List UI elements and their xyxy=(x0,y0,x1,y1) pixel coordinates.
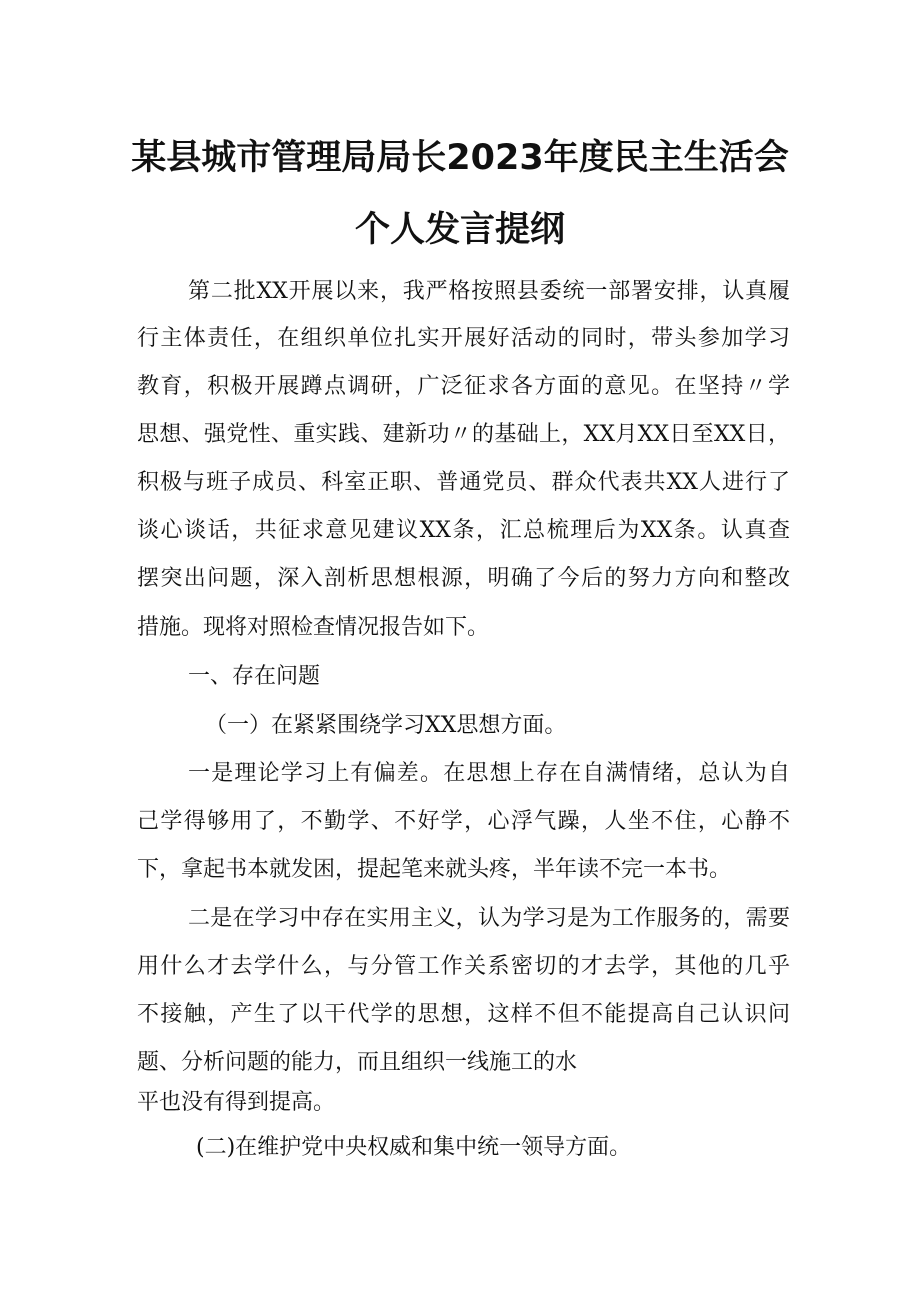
paragraph-3-line-4: 题、分析问题的能力，而且组织一线施工的水 xyxy=(137,1050,578,1075)
paragraph-3-line-3: 不接触，产生了以干代学的思想，这样不但不能提高自己认识问 xyxy=(137,1002,790,1027)
paragraph-1-line-2: 行主体责任，在组织单位扎实开展好活动的同时，带头参加学习 xyxy=(137,326,790,351)
document-title-line-1: 某县城市管理局局长2023年度民主生活会 xyxy=(131,138,789,178)
paragraph-2-line-1: 一是理论学习上有偏差。在思想上存在自满情绪，总认为自 xyxy=(188,761,790,786)
paragraph-3-line-2: 用什么才去学什么，与分管工作关系密切的才去学，其他的几乎 xyxy=(137,954,790,979)
paragraph-3-line-5: 平也没有得到提高。 xyxy=(137,1090,336,1115)
section-heading-problems: 一、存在问题 xyxy=(188,664,321,689)
paragraph-1-line-4: 思想、强党性、重实践、建新功〃的基础上，XX月XX日至XX日， xyxy=(137,422,790,447)
paragraph-1-line-7: 摆突出问题，深入剖析思想根源，明确了今后的努力方向和整改 xyxy=(137,566,790,591)
subsection-heading-1: （一）在紧紧围绕学习XX思想方面。 xyxy=(205,713,567,738)
paragraph-1-line-8: 措施。现将对照检查情况报告如下。 xyxy=(137,615,490,640)
paragraph-1-line-6: 谈心谈话，共征求意见建议XX条，汇总梳理后为XX条。认真查 xyxy=(137,518,790,543)
paragraph-1-line-5: 积极与班子成员、科室正职、普通党员、群众代表共XX人进行了 xyxy=(137,470,790,495)
paragraph-2-line-2: 己学得够用了，不勤学、不好学，心浮气躁，人坐不住，心静不 xyxy=(137,809,790,834)
document-title-line-2: 个人发言提纲 xyxy=(354,210,565,250)
paragraph-1-line-1: 第二批XX开展以来，我严格按照县委统一部署安排，认真履 xyxy=(188,279,790,304)
paragraph-2-line-3: 下，拿起书本就发困，提起笔来就头疼，半年读不完一本书。 xyxy=(137,857,732,882)
paragraph-3-line-1: 二是在学习中存在实用主义，认为学习是为工作服务的，需要 xyxy=(188,906,790,931)
subsection-heading-2: (二)在维护党中央权威和集中统一领导方面。 xyxy=(196,1135,632,1160)
paragraph-1-line-3: 教育，积极开展蹲点调研，广泛征求各方面的意见。在坚持〃学 xyxy=(137,374,790,399)
